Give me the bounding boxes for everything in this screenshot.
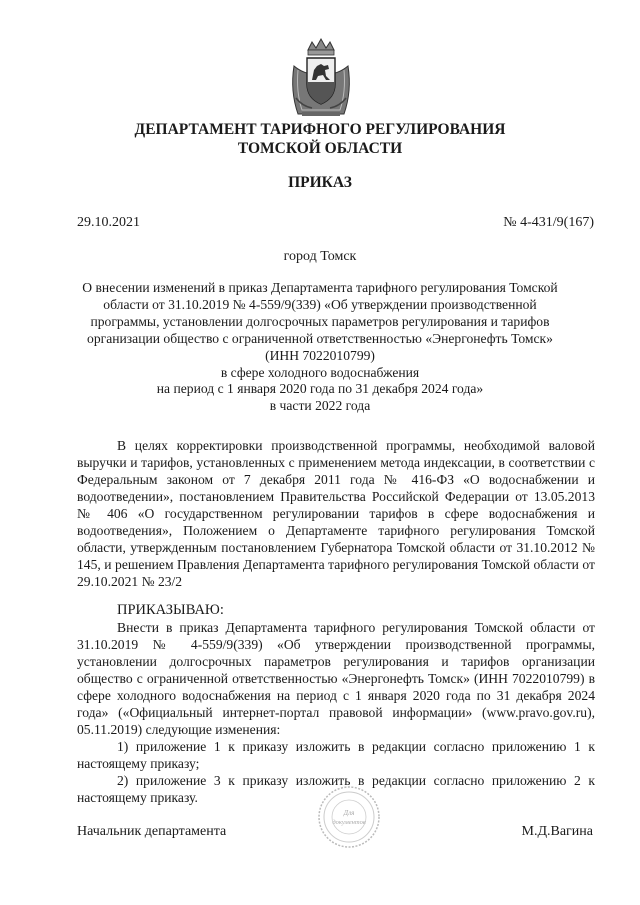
amendment-item-2: 2) приложение 3 к приказу изложить в редакции согласно приложению 2 к настоящему приказу. bbox=[77, 773, 595, 805]
document-type-title: ПРИКАЗ bbox=[288, 174, 352, 191]
order-date: 29.10.2021 bbox=[77, 215, 140, 230]
stamp-text-2: документов bbox=[332, 819, 366, 826]
stamp-text-1: Для bbox=[343, 809, 355, 817]
department-name-line-1: ДЕПАРТАМЕНТ ТАРИФНОГО РЕГУЛИРОВАНИЯ bbox=[134, 121, 506, 138]
subject-line: (ИНН 7022010799) bbox=[265, 347, 375, 363]
signatory-name: М.Д.Вагина bbox=[521, 824, 593, 839]
subject-line: организации общество с ограниченной ответственностью «Энергонефть Томск» bbox=[87, 330, 553, 346]
city-name: город Томск bbox=[283, 249, 357, 264]
order-number: № 4-431/9(167) bbox=[503, 215, 594, 230]
preamble-paragraph: В целях корректировки производственной программы, необходимой валовой выручки и тарифов, установленных с применением метода индексации, в соответствии с Федеральным законом от 7 декабря 2011 года № 416-ФЗ «О водоснабжении и водоотведении», постановлением Правительства Российской Федерации от 13.05.2013 № 406 «О государственном регулировании тарифов в сфере водоснабжения и водоотведения», Положением о Департаменте тарифного регулирования Томской области, утвержденным постановлением Губернатора Томской области от 31.10.2012 № 145, и решением Правления Департамента тарифного регулирования Томской области от 29.10.2021 № 23/2 bbox=[77, 438, 595, 589]
subject-line: программы, установлении долгосрочных параметров регулирования и тарифов bbox=[90, 313, 550, 329]
subject-line: на период с 1 января 2020 года по 31 декабря 2024 года» bbox=[156, 381, 484, 397]
department-name-line-2: ТОМСКОЙ ОБЛАСТИ bbox=[237, 140, 403, 157]
signatory-position: Начальник департамента bbox=[77, 824, 227, 839]
order-subject bbox=[80, 280, 560, 415]
amendment-paragraph: Внести в приказ Департамента тарифного регулирования Томской области от 31.10.2019 № 4-559/9(339) «Об утверждении производственной программы, установлении долгосрочных параметров регулирования и тарифов организации общество с ограниченной ответственностью «Энергонефть Томск» (ИНН 7022010799) в сфере холодного водоснабжения на период с 1 января 2020 года по 31 декабря 2024 года» («Официальный интернет-портал правовой информации» (www.pravo.gov.ru), 05.11.2019) следующие изменения: bbox=[77, 620, 595, 737]
coat-of-arms-emblem bbox=[288, 36, 354, 120]
order-directive-word: ПРИКАЗЫВАЮ: bbox=[117, 602, 224, 618]
subject-line: в сфере холодного водоснабжения bbox=[220, 364, 420, 380]
amendment-item-1: 1) приложение 1 к приказу изложить в редакции согласно приложению 1 к настоящему приказу; bbox=[77, 739, 595, 771]
subject-line: О внесении изменений в приказ Департамента тарифного регулирования Томской bbox=[82, 280, 558, 295]
official-stamp bbox=[317, 785, 381, 849]
subject-line: области от 31.10.2019 № 4-559/9(339) «Об утверждении производственной bbox=[103, 296, 537, 312]
subject-line: в части 2022 года bbox=[269, 398, 371, 414]
